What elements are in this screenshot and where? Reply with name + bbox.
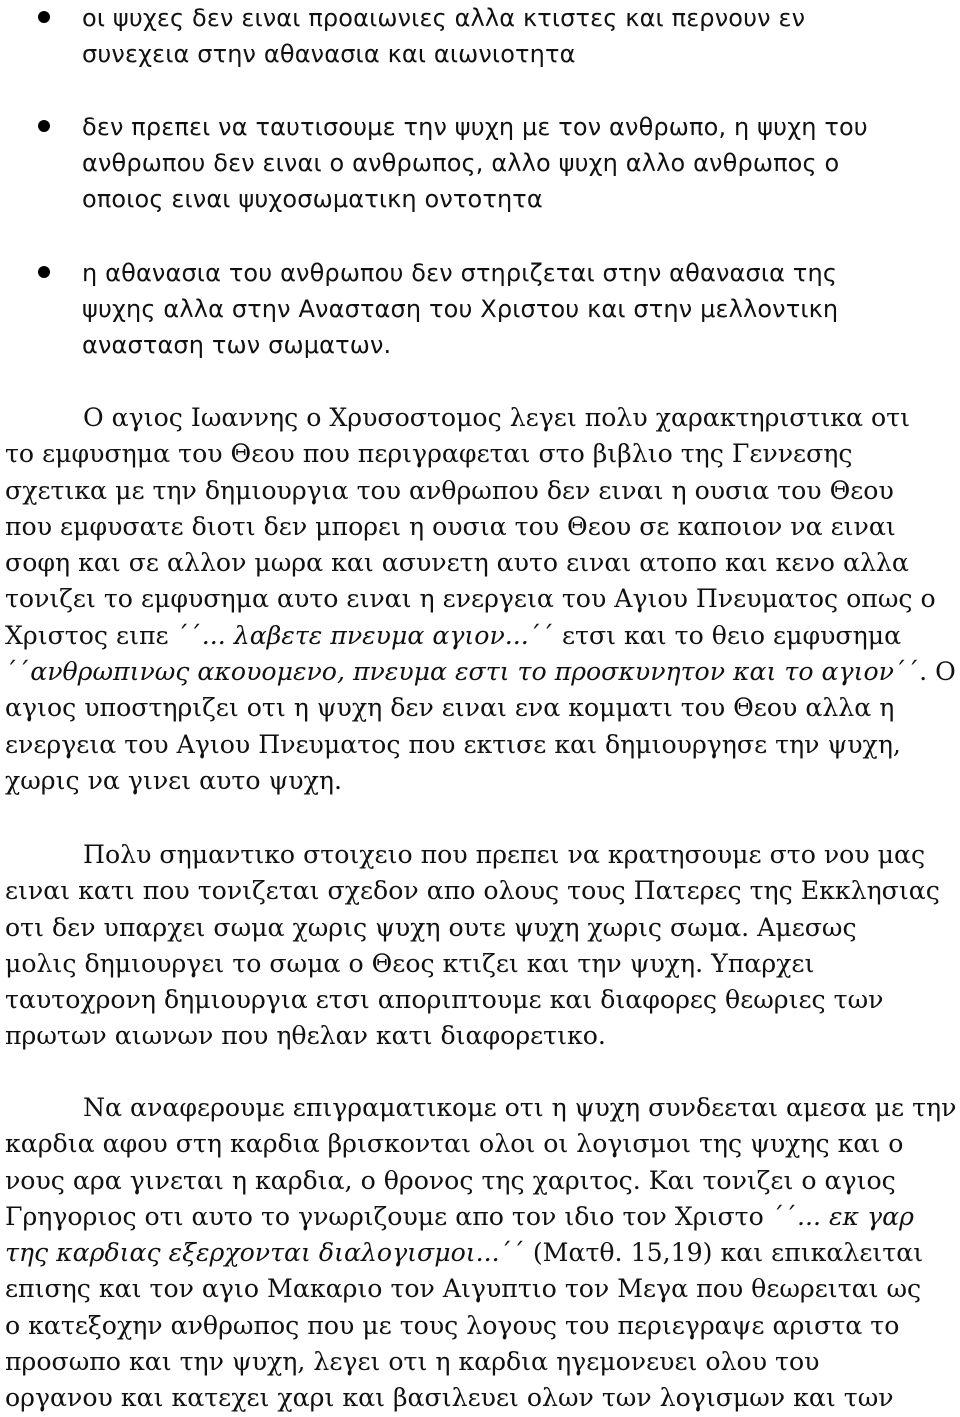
text-line: νους αρα γινεται η καρδια, ο θρονος της χαριτος. Και τονιζει ο αγιος [5,1165,896,1195]
text-line: οτι δεν υπαρχει σωμα χωρις ψυχη ουτε ψυχη χωρις σωμα. Αμεσως [5,912,857,942]
text-line: μολις δημιουργει το σωμα ο Θεος κτιζει και την ψυχη. Υπαρχει [5,948,815,978]
text-line [5,1235,960,1271]
text-line: πρωτων αιωνων που ηθελαν κατι διαφορετικο. [5,1021,606,1051]
quote-italic: ... εκ γαρ [796,1201,914,1231]
text-line: αγιος υποστηριζει οτι η ψυχη δεν ειναι ενα κομματι του Θεου αλλα η [5,693,895,723]
quote-italic: της καρδιας εξερχονται διαλογισμοι... [5,1238,500,1268]
text-line: προσωπο και την ψυχη, λεγει οτι η καρδια ηγεμονευει ολου του [5,1347,820,1377]
text-run: ΄΄ (Ματθ. 15,19) και επικαλειται [499,1238,924,1268]
text-line: καρδια αφου στη καρδια βρισκονται ολοι οι λογισμοι της ψυχης και ο [5,1129,904,1159]
text-line: ο κατεξοχην ανθρωπος που με τους λογους του περιεγραψε αριστα το [5,1310,900,1340]
text-line: ενεργεια του Αγιου Πνευματος που εκτισε και δημιουργησε την ψυχη, [5,729,901,759]
text-line: Ο αγιος Ιωαννης ο Χρυσοστομος λεγει πολυ χαρακτηριστικα οτι [83,403,910,432]
bullet-line: ψυχης αλλα στην Ανασταση του Χριστου και στην μελλοντικη [82,295,839,323]
text-line: ταυτοχρονη δημιουργια ετσι αποριπτουμε και διαφορες θεωριες των [5,985,884,1015]
text-line: ειναι κατι που τονιζεται σχεδον απο ολους τους Πατερες της Εκκλησιας [5,876,940,906]
bullet-line: οι ψυχες δεν ειναι προαιωνιες αλλα κτιστες και περνουν εν [82,4,806,32]
text-line: Να αναφερουμε επιγραματικομε οτι η ψυχη συνδεεται αμεσα με την [83,1093,957,1122]
text-line: που εμφυσατε διοτι δεν μπορει η ουσια του Θεου σε καποιον να ειναι [5,511,896,541]
text-run: ΄΄ [5,657,31,687]
quote-italic: ... λαβετε πνευμα αγιον... [201,620,529,650]
bullet-dot-icon [38,266,50,278]
bullet-line: η αθανασια του ανθρωπου δεν στηριζεται στην αθανασια της [82,259,838,287]
bullet-item [82,0,952,72]
bullet-line: ανασταση των σωματων. [82,331,392,359]
text-line: επισης και τον αγιο Μακαριο τον Αιγυπτιο τον Μεγα που θεωρειται ως [5,1274,922,1304]
text-run: ΄΄ ετσι και το θειο εμφυσημα [528,620,902,650]
bullet-item [82,109,952,217]
bullet-line: συνεχεια στην αθανασια και αιωνιοτητα [82,40,576,68]
quote-italic: ανθρωπινως ακουομενο, πνευμα εστι το προσκυνητον και το αγιον [30,657,894,687]
bullet-line: οποιος ειναι ψυχοσωματικη οντοτητα [82,185,543,213]
text-line: οργανου και κατεχει χαρι και βασιλευει ολων των λογισμων και των [5,1383,894,1413]
text-line [5,654,960,690]
text-line [5,618,960,654]
bullet-line: δεν πρεπει να ταυτισουμε την ψυχη με τον ανθρωπο, η ψυχη του [82,113,868,141]
text-line: τονιζει το εμφυσημα αυτο ειναι η ενεργεια του Αγιου Πνευματος οπως ο [5,584,936,614]
bullet-dot-icon [38,11,50,23]
text-run: Γρηγοριος οτι αυτο το γνωριζουμε απο τον ιδιο τον Χριστο ΄΄ [5,1201,797,1231]
text-line: σχετικα με την δημιουργια του ανθρωπου δεν ειναι η ουσια του Θεου [5,475,894,505]
text-run: ΄΄. Ο [893,657,956,687]
text-line [5,1199,960,1235]
bullet-dot-icon [38,120,50,132]
text-line: το εμφυσημα του Θεου που περιγραφεται στο βιβλιο της Γεννεσης [5,439,853,469]
text-line: Πολυ σημαντικο στοιχειο που πρεπει να κρατησουμε στο νου μας [83,840,926,869]
text-line: σοφη και σε αλλον μωρα και ασυνετη αυτο ειναι ατοπο και κενο αλλα [5,548,909,578]
bullet-item [82,255,952,363]
text-line: χωρις να γινει αυτο ψυχη. [5,765,342,795]
bullet-line: ανθρωπου δεν ειναι ο ανθρωπος, αλλο ψυχη αλλο ανθρωπος ο [82,149,840,177]
paragraph-heart [5,1090,960,1417]
paragraph-chrysostom [5,400,960,799]
paragraph-soul-body [5,837,960,1055]
text-run: Χριστος ειπε ΄΄ [5,620,202,650]
